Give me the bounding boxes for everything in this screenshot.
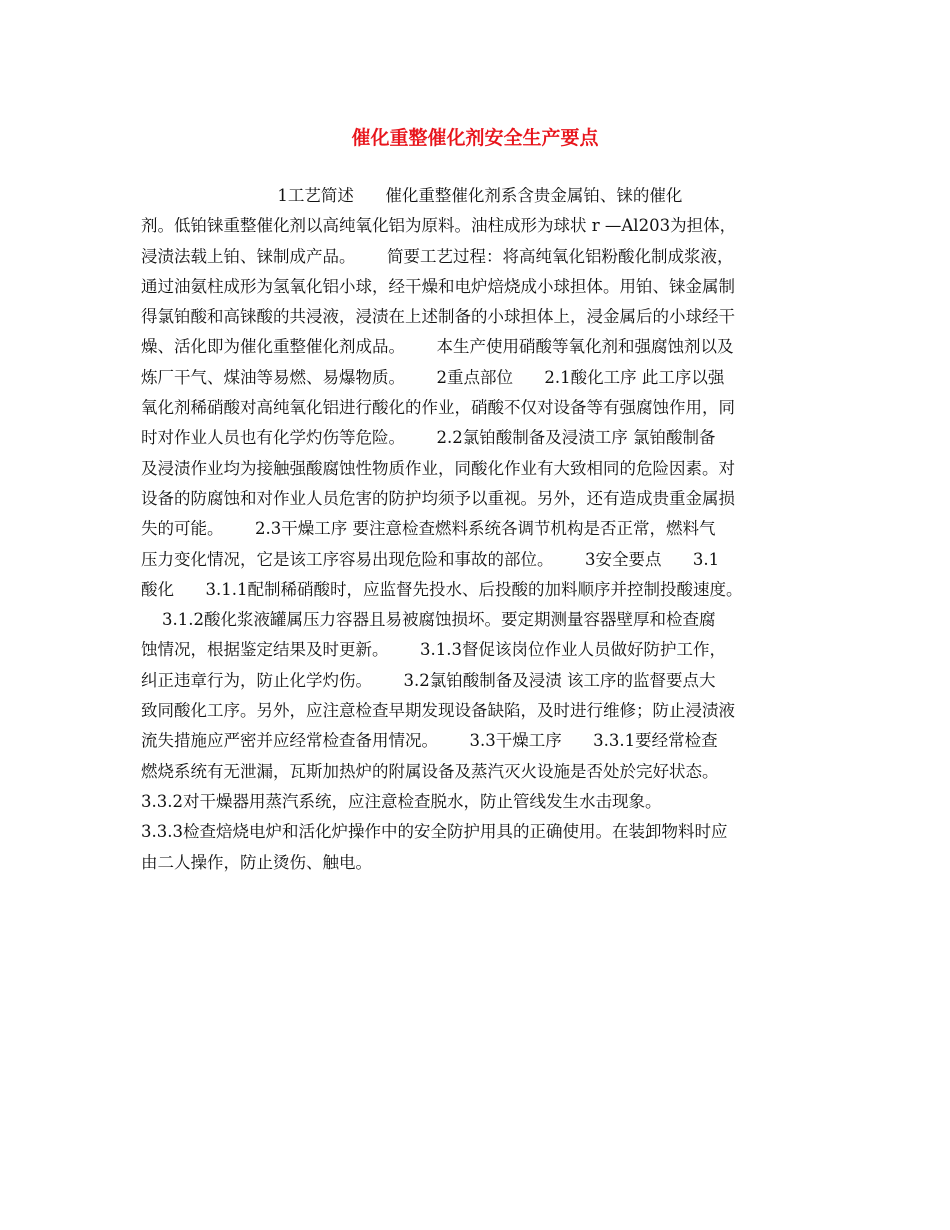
body-line: 通过油氨柱成形为氢氧化铝小球，经干燥和电炉焙烧成小球担体。用铂、铼金属制 bbox=[141, 276, 735, 296]
body-line: 酸化 3.1.1配制稀硝酸时，应监督先投水、后投酸的加料顺序并控制投酸速度。 bbox=[141, 579, 743, 599]
body-line: 3.3.3检查焙烧电炉和活化炉操作中的安全防护用具的正确使用。在装卸物料时应 bbox=[141, 822, 728, 842]
body-line: 由二人操作，防止烫伤、触电。 bbox=[141, 852, 372, 872]
body-line: 及浸渍作业均为接触强酸腐蚀性物质作业，同酸化作业有大致相同的危险因素。对 bbox=[141, 458, 735, 478]
body-line: 炼厂干气、煤油等易燃、易爆物质。 2重点部位 2.1酸化工序 此工序以强 bbox=[141, 367, 725, 387]
body-line: 3.3.2对干燥器用蒸汽系统，应注意检查脱水，防止管线发生水击现象。 bbox=[141, 791, 662, 811]
body-line: 失的可能。 2.3干燥工序 要注意检查燃料系统各调节机构是否正常，燃料气 bbox=[141, 519, 716, 539]
body-line: 燥、活化即为催化重整催化剂成品。 本生产使用硝酸等氧化剂和强腐蚀剂以及 bbox=[141, 337, 734, 357]
body-line: 时对作业人员也有化学灼伤等危险。 2.2氯铂酸制备及浸渍工序 氯铂酸制备 bbox=[141, 428, 716, 448]
body-line: 3.1.2酸化浆液罐属压力容器且易被腐蚀损坏。要定期测量容器壁厚和检查腐 bbox=[141, 610, 716, 630]
body-line: 浸渍法载上铂、铼制成产品。 简要工艺过程：将高纯氧化铝粉酸化制成浆液， bbox=[141, 246, 734, 266]
document-body bbox=[141, 181, 813, 878]
body-line: 纠正违章行为，防止化学灼伤。 3.2氯铂酸制备及浸渍 该工序的监督要点大 bbox=[141, 670, 716, 690]
body-line: 得氯铂酸和高铼酸的共浸液，浸渍在上述制备的小球担体上，浸金属后的小球经干 bbox=[141, 307, 735, 327]
body-line: 设备的防腐蚀和对作业人员危害的防护均须予以重视。另外，还有造成贵重金属损 bbox=[141, 488, 735, 508]
body-line: 剂。低铂铼重整催化剂以高纯氧化铝为原料。油柱成形为球状 r —Al203为担体， bbox=[141, 216, 737, 236]
body-line: 流失措施应严密并应经常检查备用情况。 3.3干燥工序 3.3.1要经常检查 bbox=[141, 731, 718, 751]
body-line: 1工艺简述 催化重整催化剂系含贵金属铂、铼的催化 bbox=[141, 186, 683, 205]
document-title: 催化重整催化剂安全生产要点 bbox=[351, 127, 599, 149]
body-line: 氧化剂稀硝酸对高纯氧化铝进行酸化的作业，硝酸不仅对设备等有强腐蚀作用，同 bbox=[141, 398, 735, 418]
body-line: 压力变化情况，它是该工序容易出现危险和事故的部位。 3安全要点 3.1 bbox=[141, 549, 720, 569]
body-line: 燃烧系统有无泄漏，瓦斯加热炉的附属设备及蒸汽灭火设施是否处於完好状态。 bbox=[141, 761, 719, 781]
body-line: 蚀情况，根据鉴定结果及时更新。 3.1.3督促该岗位作业人员做好防护工作， bbox=[141, 640, 726, 660]
body-line: 致同酸化工序。另外，应注意检查早期发现设备缺陷，及时进行维修；防止浸渍液 bbox=[141, 701, 735, 721]
